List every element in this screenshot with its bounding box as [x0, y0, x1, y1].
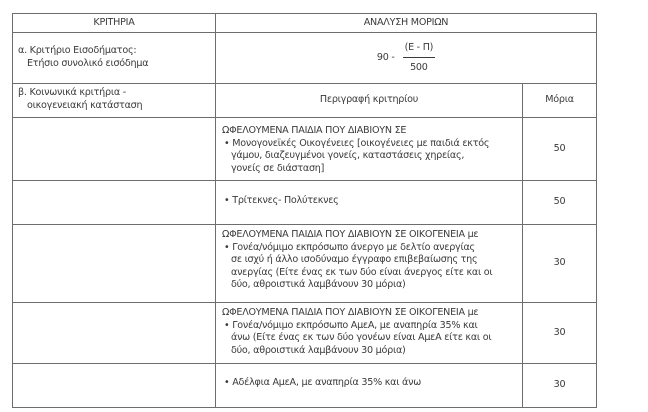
row3-line5: δύο, αθροιστικά λαμβάνουν 30 μόρια) — [231, 279, 406, 291]
row5-points: 30 — [553, 379, 566, 391]
empty-criteria-cell — [12, 224, 216, 303]
empty-criteria-cell — [12, 180, 216, 225]
social-label-line1: β. Κοινωνικά κριτήρια - — [18, 87, 126, 98]
table-row-description — [215, 302, 523, 364]
row3-line3: σε ισχύ ή άλλο ισοδύναμο έγγραφο επιβεβαίωσης της — [231, 254, 478, 266]
description-header — [215, 83, 523, 118]
income-label-line2: Ετήσιο συνολικό εισόδημα — [27, 57, 149, 69]
empty-criteria-cell — [12, 363, 216, 408]
table-row-description — [215, 224, 523, 303]
table-row-points — [522, 224, 597, 303]
income-label-line1: α. Κριτήριο Εισοδήματος: — [18, 45, 137, 56]
row5-line1: • Αδέλφια ΑμεΑ, με αναπηρία 35% και άνω — [224, 377, 421, 388]
table-row-description — [215, 363, 523, 408]
row3-points: 30 — [553, 257, 566, 269]
row1-points: 50 — [553, 142, 566, 154]
points-header — [522, 83, 597, 118]
empty-criteria-cell — [12, 117, 216, 181]
social-criterion-label — [12, 83, 216, 118]
row4-line3: άνω (Είτε ένας εκ των δύο γονέων είναι ΑμεΑ είτε και οι — [231, 332, 492, 344]
criteria-table — [12, 13, 597, 408]
points-header-text: Μόρια — [545, 94, 574, 106]
row2-points: 50 — [553, 196, 566, 208]
header-criteria — [12, 13, 216, 33]
income-formula — [215, 32, 597, 84]
header-points-analysis-text: ΑΝΑΛΥΣΗ ΜΟΡΙΩΝ — [363, 16, 449, 28]
table-row-points — [522, 302, 597, 364]
header-criteria-text: ΚΡΙΤΗΡΙΑ — [93, 16, 135, 28]
row1-line1: ΩΦΕΛΟΥΜΕΝΑ ΠΑΙΔΙΑ ΠΟΥ ΔΙΑΒΙΟΥΝ ΣΕ — [222, 125, 407, 136]
table-row-points — [522, 363, 597, 408]
formula-fraction — [403, 42, 436, 74]
formula-base: 90 - — [376, 51, 395, 63]
row1-line3: γάμου, διαζευγμένοι γονείς, καταστάσεις χηρείας, — [231, 150, 465, 162]
header-points-analysis — [215, 13, 597, 33]
row3-line2: • Γονέα/νόμιμο εκπρόσωπο άνεργο με δελτίο ανεργίας — [224, 241, 475, 253]
formula-numerator: (Ε - Π) — [403, 42, 436, 58]
row4-line4: δύο, αθροιστικά λαμβάνουν 30 μόρια) — [231, 344, 406, 356]
row1-line4: γονείς σε διάσταση] — [231, 162, 325, 174]
table-row-points — [522, 117, 597, 181]
social-label-line2: οικογενειακή κατάσταση — [27, 99, 143, 111]
row4-line2: • Γονέα/νόμιμο εκπρόσωπο ΑμεΑ, με αναπηρία 35% και — [224, 319, 478, 331]
table-row-description — [215, 117, 523, 181]
description-header-text: Περιγραφή κριτηρίου — [319, 94, 419, 106]
table-row-description — [215, 180, 523, 225]
row3-line4: ανεργίας (Είτε ένας εκ των δύο είναι άνεργος είτε και οι — [231, 266, 493, 278]
row2-line1: • Τρίτεκνες- Πολύτεκνες — [224, 195, 339, 206]
row4-points: 30 — [553, 326, 566, 338]
row1-line2: • Μονογονεϊκές Οικογένειες [οικογένειες με παιδιά εκτός — [224, 137, 490, 149]
row3-line1: ΩΦΕΛΟΥΜΕΝΑ ΠΑΙΔΙΑ ΠΟΥ ΔΙΑΒΙΟΥΝ ΣΕ ΟΙΚΟΓΕΝΕΙΑ με — [222, 229, 479, 240]
row4-line1: ΩΦΕΛΟΥΜΕΝΑ ΠΑΙΔΙΑ ΠΟΥ ΔΙΑΒΙΟΥΝ ΣΕ ΟΙΚΟΓΕΝΕΙΑ με — [222, 307, 479, 318]
empty-criteria-cell — [12, 302, 216, 364]
formula-denominator: 500 — [410, 61, 428, 73]
income-criterion-label — [12, 32, 216, 84]
table-row-points — [522, 180, 597, 225]
